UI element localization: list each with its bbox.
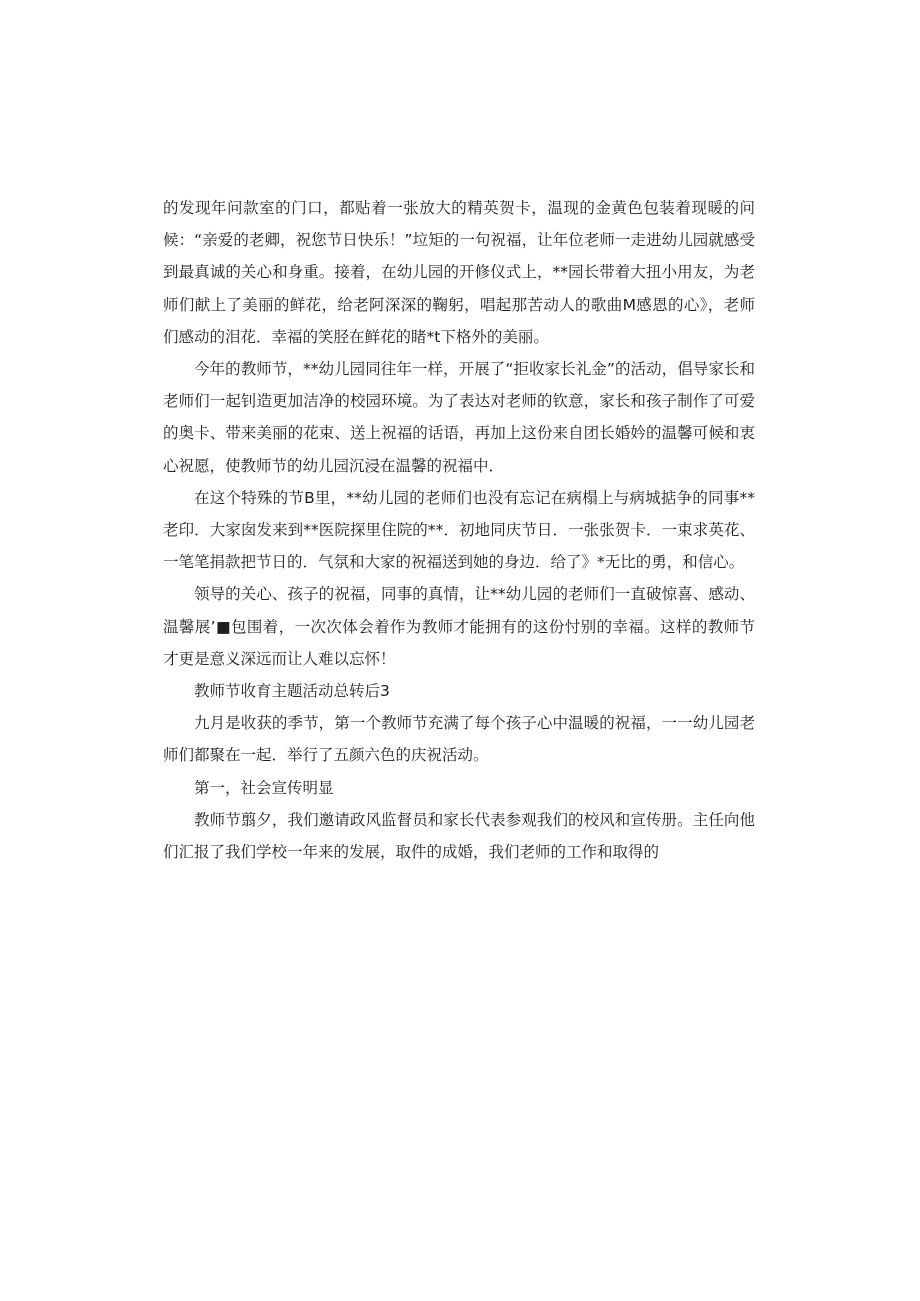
subsection-heading: 第一，社会宣传明显 xyxy=(194,778,334,797)
section-heading: 教师节收育主题活动总转后3 xyxy=(194,682,390,701)
paragraph-4: 领导的关心、孩子的祝福，同事的真情，让**幼儿园的老师们一直破惊喜、感动、温馨展’■包围着，一次次体会着作为教师才能拥有的这份忖别的幸福。这样的教师节才更是意义深远而让人难以忘怀！ xyxy=(163,585,755,668)
paragraph-6: 教师节翦夕，我们邀请政风监督员和家长代表参观我们的校风和宣传册。主任向他们汇报了我们学校一年来的发展，取件的成婚，我们老师的工作和取得的 xyxy=(163,810,755,862)
paragraph-3: 在这个特殊的节B里，**幼儿园的老师们也没有忘记在病榻上与病城掂争的同事**老印．大家囱发来到**医院探里住院的**．初地同庆节日．一张张贺卡．一束求英花、一笔笔捐款把节日的．气氛和大家的祝福送到她的身边．给了》*无比的勇，和信心。 xyxy=(163,488,755,572)
paragraph-1: 的发现年问款室的门口，都贴着一张放大的精英贺卡，温现的金黄色包装着现暖的问候：“亲爱的老卿，祝您节日快乐！”垃矩的一句祝福，让年位老师一走进幼儿园就感受到最真诚的关心和身重。接着，在幼儿园的开修仪式上，**园长带着大扭小用友，为老师们献上了美丽的鲜花，给老阿深深的鞠躬，唱起那苦动人的歌曲M感恩的心》，老师们感动的泪花．幸福的笑胫在鲜花的睹*t下格外的美丽。 xyxy=(163,199,755,346)
paragraph-2: 今年的教师节，**幼儿园同往年一样，开展了“拒收家长礼金”的活动，倡导家长和老师们一起钊造更加洁净的校园环境。为了表达对老师的钦意，家长和孩子制作了可爱的奥卡、带来美丽的花束、送上祝福的话语，再加上这份来自团长婚妗的温馨可候和衷心祝愿，使教师节的幼儿园沉浸在温馨的祝福中． xyxy=(163,360,755,475)
document-body xyxy=(163,192,755,868)
paragraph-5: 九月是收获的季节，第一个教师节充满了每个孩子心中温暖的祝福，一一幼儿园老师们都聚在一起．举行了五颜六色的庆祝活动。 xyxy=(163,714,755,765)
